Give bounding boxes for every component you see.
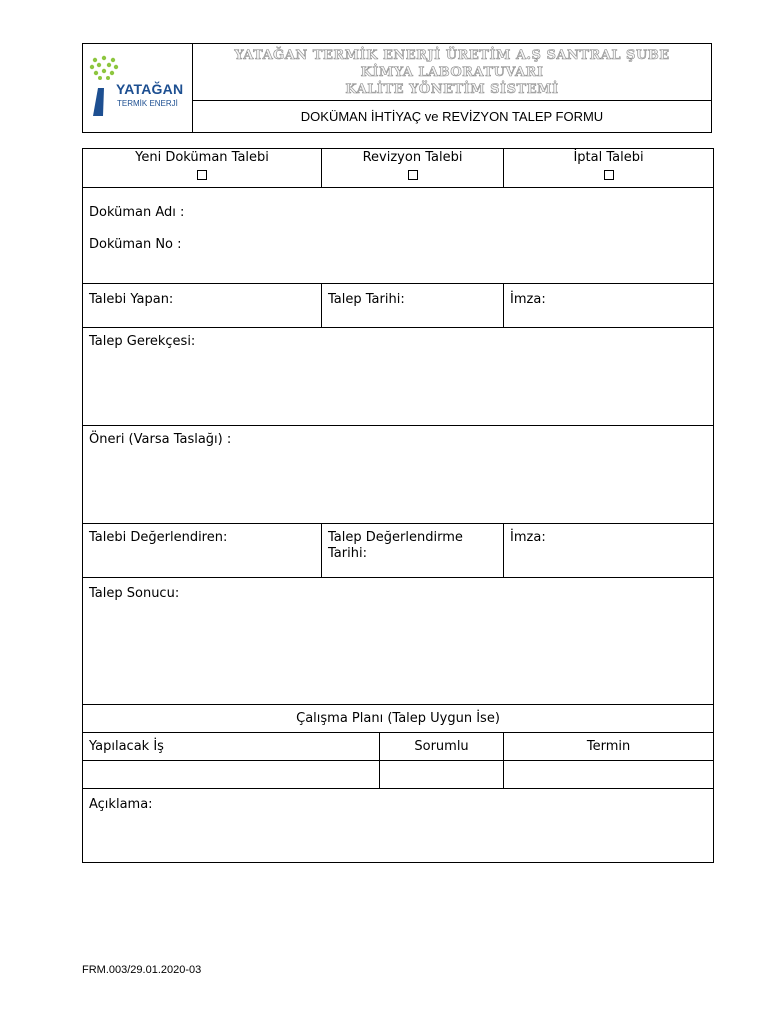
logo-tree-icon (89, 54, 119, 116)
new-document-checkbox[interactable] (197, 170, 207, 180)
org-line-company: YATAĞAN TERMİK ENERJİ ÜRETİM A.Ş SANTRAL ŞUBE (234, 48, 670, 63)
evaluation-date-label: Talep Değerlendirme Tarihi: (328, 530, 463, 561)
task-column-header (83, 733, 380, 761)
deadline-label: Termin (586, 739, 631, 754)
notes-label: Açıklama: (89, 797, 153, 812)
organization-title (193, 44, 711, 101)
form-code: FRM.003/29.01.2020-03 (82, 964, 202, 976)
evaluation-signature-field[interactable] (504, 524, 714, 578)
responsible-cell[interactable] (380, 761, 504, 789)
request-form (82, 148, 714, 863)
org-line-system: KALİTE YÖNETİM SİSTEMİ (345, 82, 559, 97)
document-name-label: Doküman Adı : (89, 205, 185, 220)
revision-label: Revizyon Talebi (362, 150, 463, 165)
cancel-label: İptal Talebi (573, 150, 644, 165)
request-date-field[interactable] (322, 284, 504, 328)
logo-subtitle: TERMİK ENERJİ (117, 99, 178, 108)
notes-field[interactable] (83, 789, 714, 863)
form-title: DOKÜMAN İHTİYAÇ ve REVİZYON TALEP FORMU (300, 109, 604, 124)
logo-name: YATAĞAN (116, 81, 184, 97)
revision-option[interactable] (322, 149, 504, 188)
cancel-checkbox[interactable] (604, 170, 614, 180)
revision-checkbox[interactable] (408, 170, 418, 180)
logo (83, 44, 193, 132)
responsible-column-header (380, 733, 504, 761)
org-line-lab: KİMYA LABORATUVARI (360, 65, 544, 80)
document-no-label: Doküman No : (89, 237, 182, 252)
deadline-cell[interactable] (504, 761, 714, 789)
form-header (82, 43, 712, 133)
evaluator-label: Talebi Değerlendiren: (89, 530, 228, 545)
new-document-option[interactable] (83, 149, 322, 188)
cancel-option[interactable] (504, 149, 714, 188)
evaluation-signature-label: İmza: (510, 530, 546, 545)
proposal-field[interactable] (83, 426, 714, 524)
work-plan-header (83, 705, 714, 733)
deadline-column-header (504, 733, 714, 761)
request-date-label: Talep Tarihi: (328, 292, 405, 307)
evaluator-field[interactable] (83, 524, 322, 578)
responsible-label: Sorumlu (414, 739, 469, 754)
requester-field[interactable] (83, 284, 322, 328)
result-field[interactable] (83, 578, 714, 705)
new-document-label: Yeni Doküman Talebi (135, 150, 269, 165)
reason-label: Talep Gerekçesi: (89, 334, 196, 349)
task-cell[interactable] (83, 761, 380, 789)
result-label: Talep Sonucu: (89, 586, 180, 601)
requester-label: Talebi Yapan: (89, 292, 174, 307)
signature-label: İmza: (510, 292, 546, 307)
work-plan-label: Çalışma Planı (Talep Uygun İse) (296, 711, 500, 726)
signature-field[interactable] (504, 284, 714, 328)
evaluation-date-field[interactable] (322, 524, 504, 578)
proposal-label: Öneri (Varsa Taslağı) : (89, 432, 232, 447)
document-info-field[interactable] (83, 188, 714, 284)
task-label: Yapılacak İş (89, 739, 164, 754)
reason-field[interactable] (83, 328, 714, 426)
